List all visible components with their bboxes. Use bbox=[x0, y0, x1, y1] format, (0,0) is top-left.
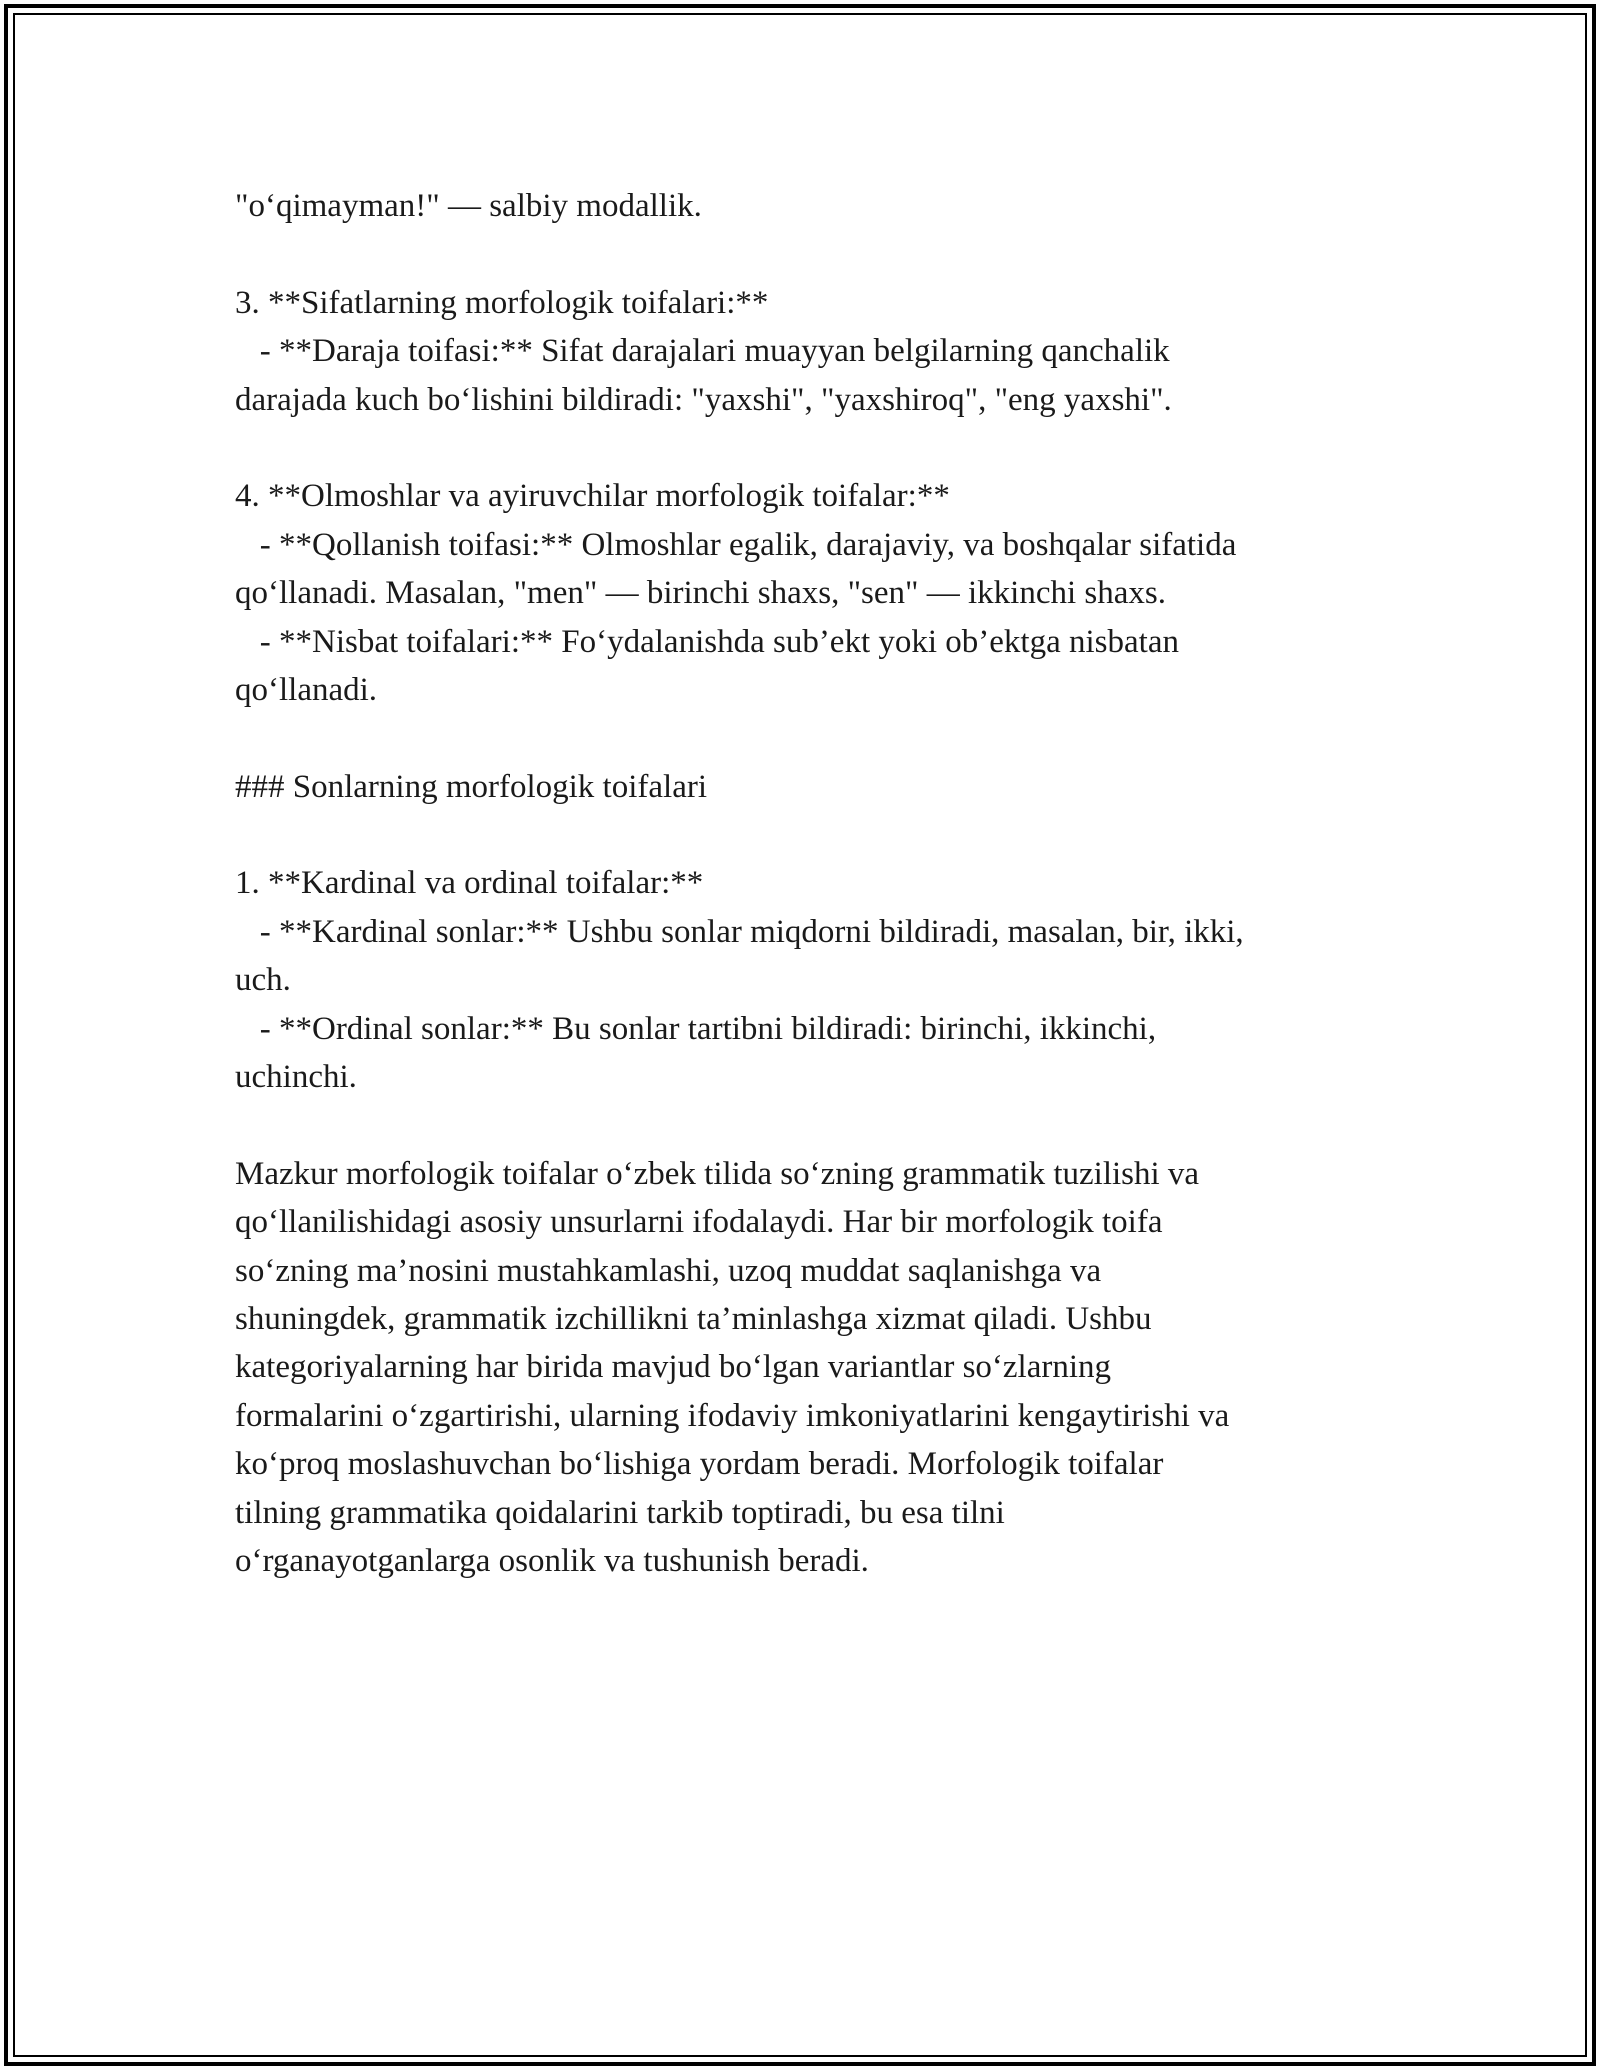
text-line bbox=[235, 714, 1365, 762]
text-line bbox=[235, 230, 1365, 278]
paragraph-line: shuningdek, grammatik izchillikni ta’minlashga xizmat qiladi. Ushbu bbox=[235, 1300, 1152, 1337]
text-line: - **Nisbat toifalari:** Fo‘ydalanishda sub’ekt yoki ob’ektga nisbatan bbox=[235, 623, 1179, 660]
text-line bbox=[235, 1101, 1365, 1149]
text-line: uch. bbox=[235, 962, 291, 999]
text-line: uchinchi. bbox=[235, 1059, 357, 1096]
text-line: darajada kuch bo‘lishini bildiradi: "yaxshi", "yaxshiroq", "eng yaxshi". bbox=[235, 381, 1172, 418]
text-line: "o‘qimayman!" — salbiy modallik. bbox=[235, 188, 702, 224]
text-line bbox=[235, 811, 1365, 859]
paragraph-line: so‘zning ma’nosini mustahkamlashi, uzoq muddat saqlanishga va bbox=[235, 1252, 1102, 1289]
paragraph-line: ko‘proq moslashuvchan bo‘lishiga yordam beradi. Morfologik toifalar bbox=[235, 1446, 1164, 1483]
text-line bbox=[235, 424, 1365, 472]
paragraph-line: qo‘llanilishidagi asosiy unsurlarni ifodalaydi. Har bir morfologik toifa bbox=[235, 1204, 1163, 1241]
document-body bbox=[235, 182, 1365, 1585]
paragraph-line: tilning grammatika qoidalarini tarkib toptiradi, bu esa tilni bbox=[235, 1494, 1005, 1531]
text-line: - **Ordinal sonlar:** Bu sonlar tartibni bildiradi: birinchi, ikkinchi, bbox=[235, 1010, 1157, 1047]
text-line: qo‘llanadi. bbox=[235, 671, 378, 708]
section-heading: 4. **Olmoshlar va ayiruvchilar morfologik toifalar:** bbox=[235, 478, 950, 515]
text-line: - **Daraja toifasi:** Sifat darajalari muayyan belgilarning qanchalik bbox=[235, 333, 1170, 370]
text-line: qo‘llanadi. Masalan, "men" — birinchi shaxs, "sen" — ikkinchi shaxs. bbox=[235, 575, 1166, 612]
text-line: - **Kardinal sonlar:** Ushbu sonlar miqdorni bildiradi, masalan, bir, ikki, bbox=[235, 913, 1244, 950]
paragraph-line: Mazkur morfologik toifalar o‘zbek tilida so‘zning grammatik tuzilishi va bbox=[235, 1155, 1200, 1192]
section-heading: 1. **Kardinal va ordinal toifalar:** bbox=[235, 865, 704, 902]
paragraph-line: formalarini o‘zgartirishi, ularning ifodaviy imkoniyatlarini kengaytirishi va bbox=[235, 1397, 1230, 1434]
text-line: - **Qollanish toifasi:** Olmoshlar egalik, darajaviy, va boshqalar sifatida bbox=[235, 526, 1237, 563]
section-heading: 3. **Sifatlarning morfologik toifalari:** bbox=[235, 284, 769, 321]
paragraph-line: kategoriyalarning har birida mavjud bo‘lgan variantlar so‘zlarning bbox=[235, 1349, 1112, 1386]
markdown-heading: ### Sonlarning morfologik toifalari bbox=[235, 768, 708, 805]
paragraph-line: o‘rganayotganlarga osonlik va tushunish beradi. bbox=[235, 1542, 869, 1579]
